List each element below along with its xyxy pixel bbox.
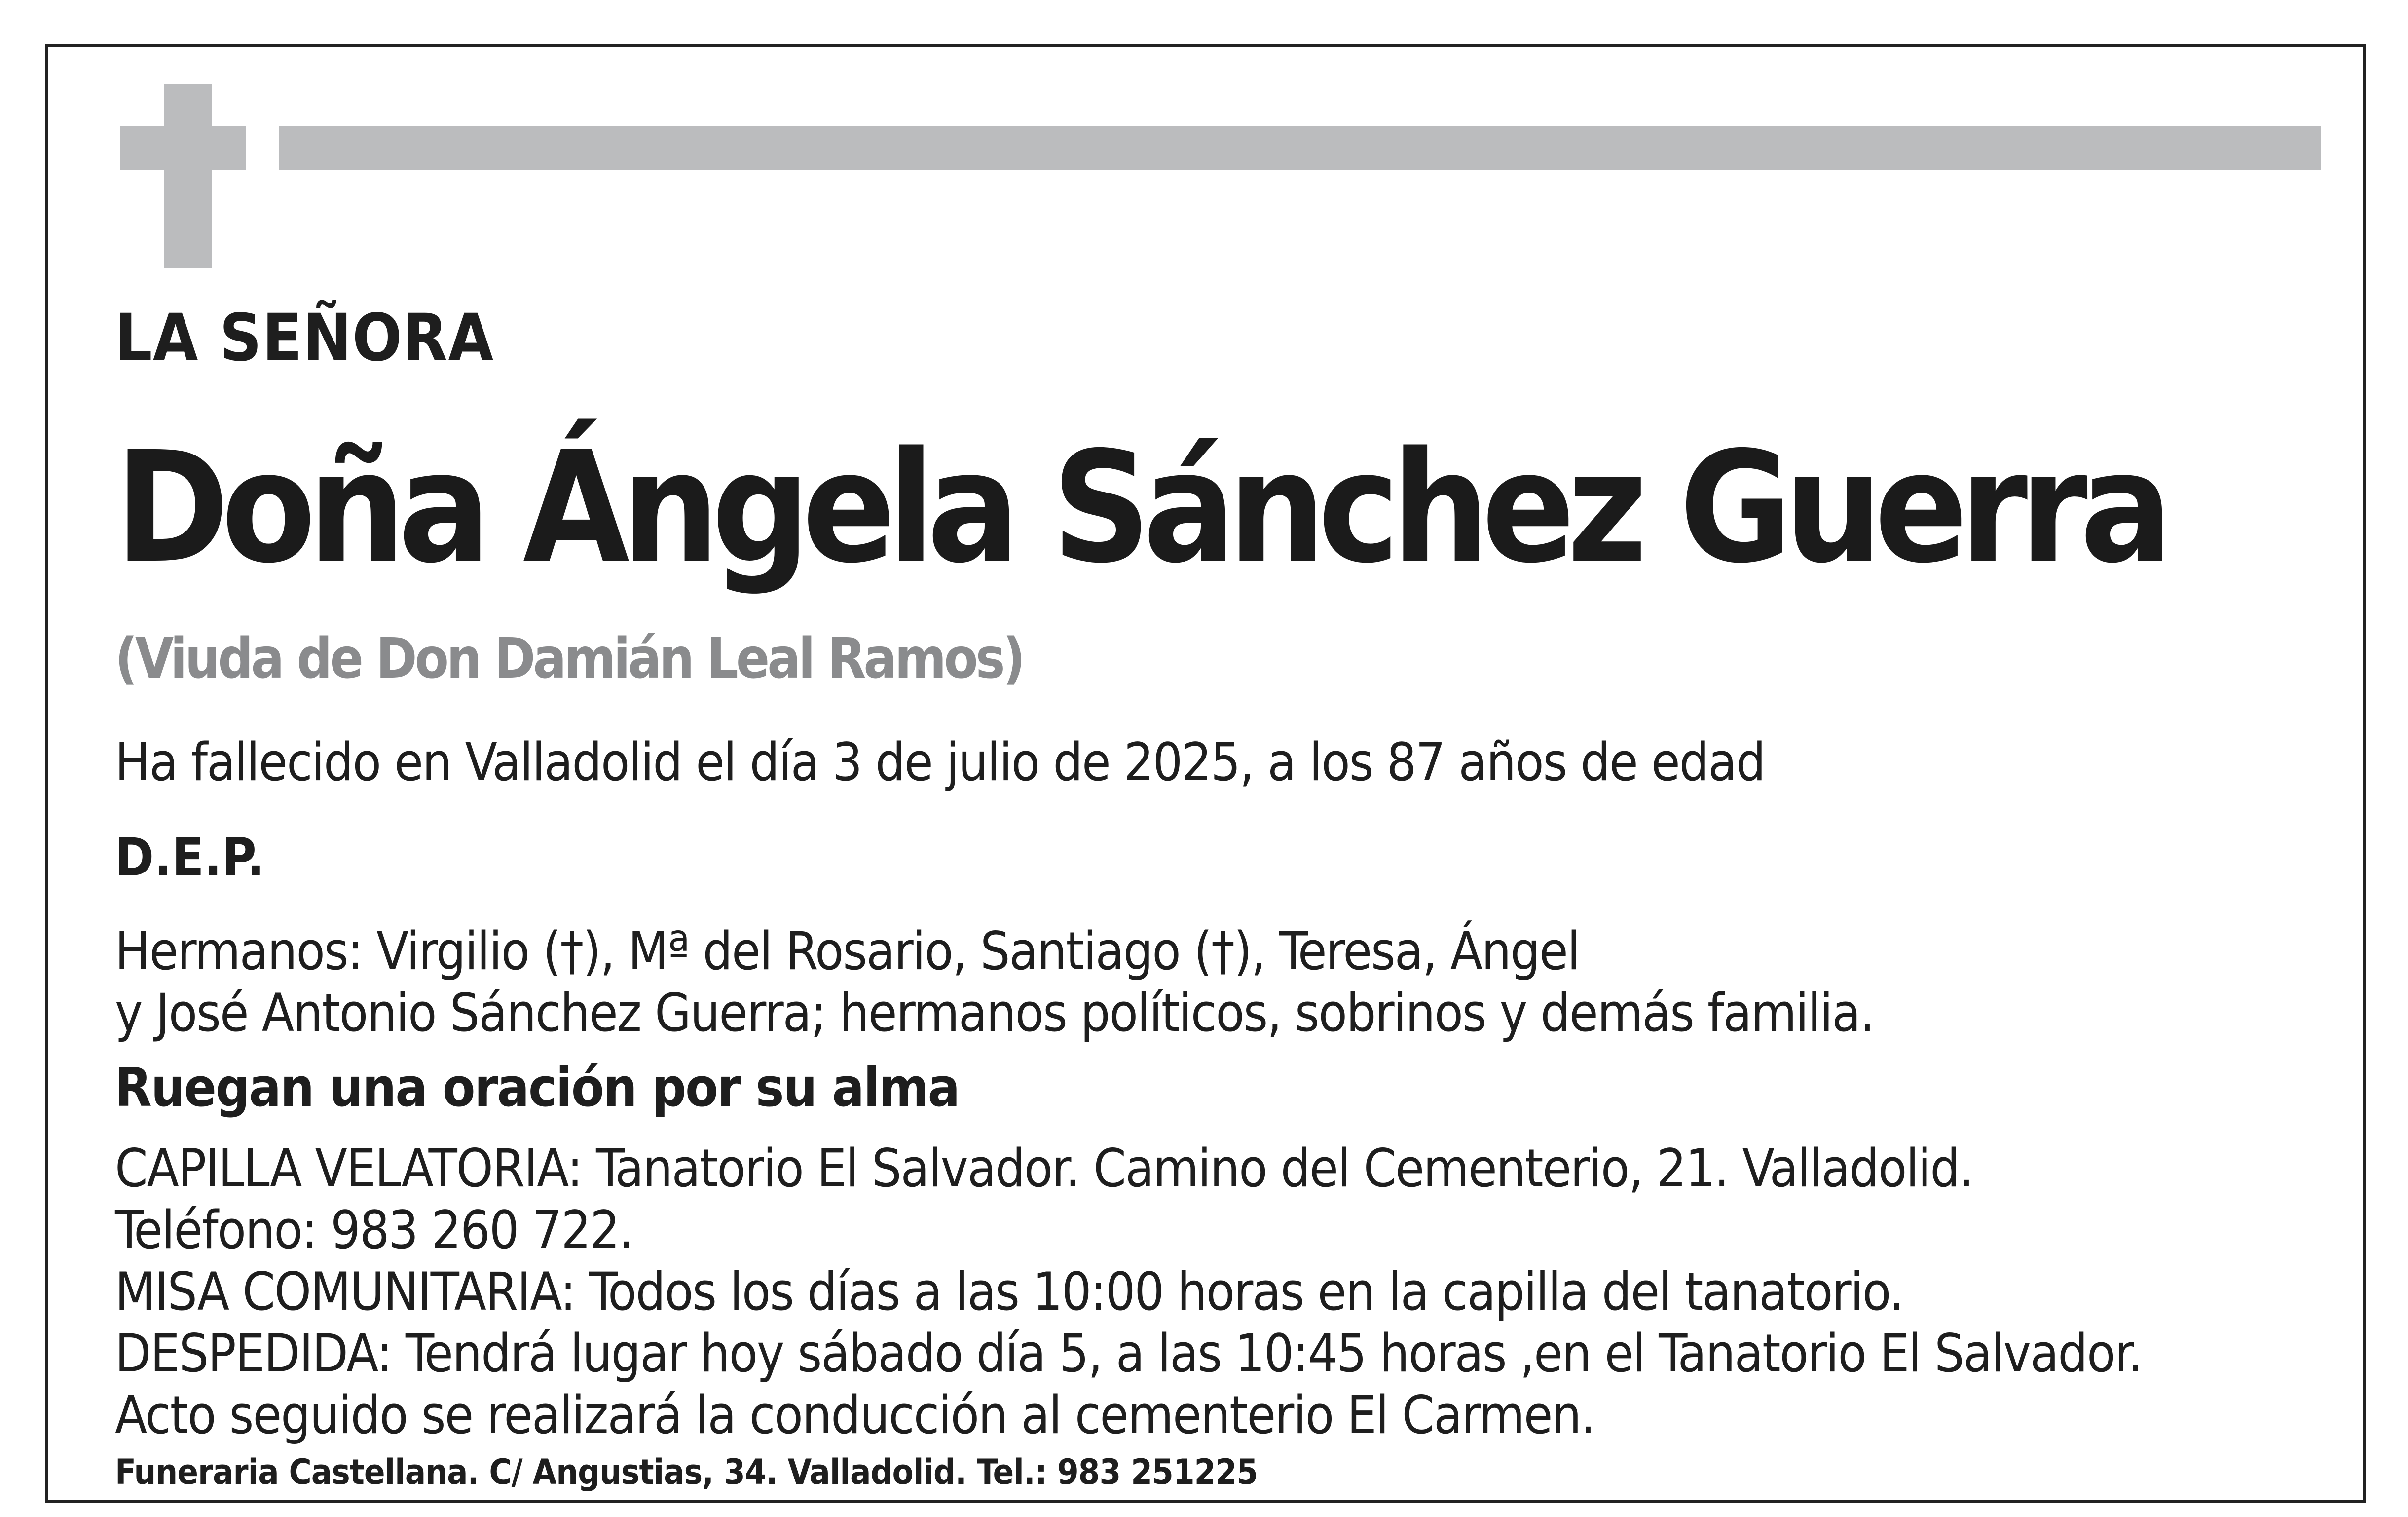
prayer-request: Ruegan una oración por su alma	[115, 1057, 960, 1119]
details-line: DESPEDIDA: Tendrá lugar hoy sábado día 5, a las 10:45 horas ,en el Tanatorio El Salvador.	[115, 1323, 2143, 1384]
details-line: CAPILLA VELATORIA: Tanatorio El Salvador. Camino del Cementerio, 21. Valladolid.	[115, 1138, 1973, 1199]
death-announcement: Ha fallecido en Valladolid el día 3 de julio de 2025, a los 87 años de edad	[115, 732, 1765, 793]
cross-icon-horizontal	[120, 126, 246, 170]
honorific: LA SEÑORA	[115, 300, 494, 376]
details-line: Teléfono: 983 260 722.	[115, 1200, 633, 1260]
deceased-name: Doña Ángela Sánchez Guerra	[115, 419, 2165, 597]
rip-label: D.E.P.	[115, 827, 265, 888]
details-line: MISA COMUNITARIA: Todos los días a las 10:00 horas en la capilla del tanatorio.	[115, 1261, 1903, 1322]
family-line: y José Antonio Sánchez Guerra; hermanos políticos, sobrinos y demás familia.	[115, 983, 1874, 1043]
service-details	[115, 1138, 2142, 1446]
funeral-home-footer: Funeraria Castellana. C/ Angustias, 34. Valladolid. Tel.: 983 251225	[115, 1452, 1258, 1492]
family-block	[115, 920, 1874, 1044]
widow-of: (Viuda de Don Damián Leal Ramos)	[115, 627, 1023, 691]
family-line: Hermanos: Virgilio (†), Mª del Rosario, Santiago (†), Teresa, Ángel	[115, 921, 1580, 982]
header-rule	[279, 126, 2321, 170]
cross-icon-vertical	[164, 84, 212, 268]
details-line: Acto seguido se realizará la conducción al cementerio El Carmen.	[115, 1385, 1595, 1445]
